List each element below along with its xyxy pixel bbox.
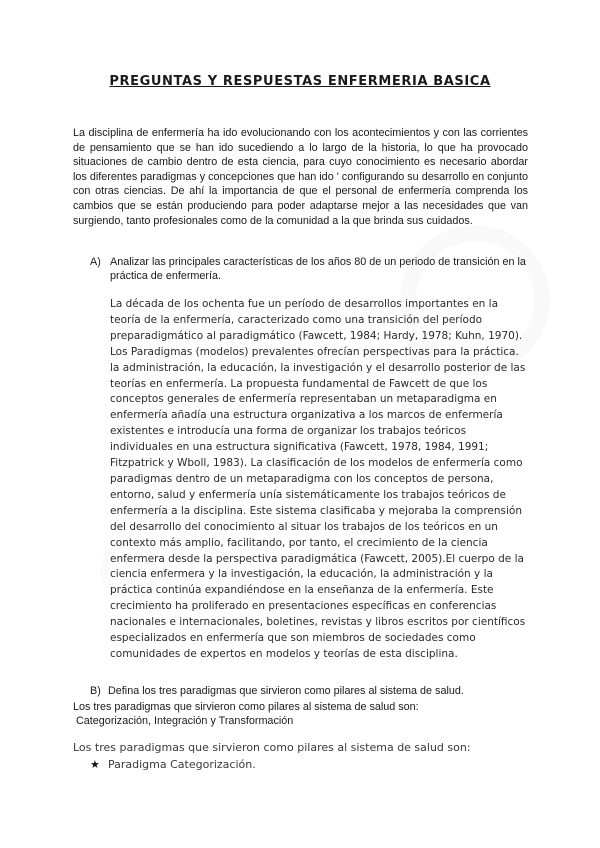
answer-a-paragraph: La década de los ochenta fue un período de desarrollos importantes en la teoría de la enfermería, caracterizado como una transición del período preparadigmático al paradigmático (Fawcett, 1984; Hardy, 1978; Kuhn, 1970). Los Paradigmas (modelos) prevalentes ofrecían perspectivas para la práctica. la administración, la educación, la investigación y el desarrollo posterior de las teorías en enfermería. La propuesta fundamental de Fawcett de que los conceptos generales de enfermería representaban un metaparadigma en enfermería añadía una estructura organizativa a los marcos de enfermería existentes e introducía una forma de organizar los trabajos teóricos individuales en una estructura significativa (Fawcett, 1978, 1984, 1991; Fitzpatrick y Wboll, 1983). La clasificación de los modelos de enfermería como paradigmas dentro de un metaparadigma con los conceptos de persona, entorno, salud y enfermería unía sistemáticamente los trabajos teóricos de enfermería a la disciplina. Este sistema clasificaba y mejoraba la comprensión del desarrollo del conocimiento al situar los trabajos de los teóricos en un contexto más amplio, facilitando, por tanto, el crecimiento de la ciencia enfermera desde la perspectiva paradigmática (Fawcett, 2005).El cuerpo de la ciencia enfermera y la investigación, la educación, la administración y la práctica continúa expandiéndose en la enseñanza de la enfermería. Este crecimiento ha proliferado en presentaciones específicas en conferencias nacionales e internacionales, boletines, revistas y libros escritos por científicos especializados en enfermería que son miembros de sociedades como comunidades de expertos en modelos y teorías de esta disciplina. — [110, 298, 526, 660]
question-a-text: Analizar las principales características de los años 80 de un periodo de transición en la práctica de enfermería. — [110, 256, 526, 282]
question-b-text: Defina los tres paradigmas que sirvieron como pilares al sistema de salud. — [108, 685, 464, 697]
question-a-label: A) — [90, 256, 101, 268]
bullet-item — [90, 758, 256, 771]
intro-paragraph: La disciplina de enfermería ha ido evolucionando con los acontecimientos y con las corrientes de pensamiento que se han ido sucediendo a lo largo de la historia, lo que ha provocado situaciones de cambio dentro de esta ciencia, para cuyo conocimiento es necesario abordar los diferentes paradigmas y concepciones que han ido ' configurando su desarrollo en conjunto con otras ciencias. De ahí la importancia de que el personal de enfermería comprenda los cambios que se están produciendo para poder adaptarse mejor a las necesidades que van surgiendo, tanto profesionales como de la comunidad a la que brinda sus cuidados. — [73, 127, 528, 227]
answer-b-line2: Categorización, Integración y Transformación — [76, 715, 294, 727]
answer-b-line1: Los tres paradigmas que sirvieron como pilares al sistema de salud son: — [73, 701, 419, 713]
answer-b-repeat: Los tres paradigmas que sirvieron como pilares al sistema de salud son: — [73, 741, 471, 754]
question-b — [90, 685, 530, 699]
page-title: PREGUNTAS Y RESPUESTAS ENFERMERIA BASICA — [109, 74, 491, 89]
question-a — [90, 256, 530, 283]
question-b-label: B) — [90, 685, 101, 697]
bullet-item-text: Paradigma Categorización. — [108, 758, 256, 771]
star-icon: ★ — [90, 758, 100, 771]
